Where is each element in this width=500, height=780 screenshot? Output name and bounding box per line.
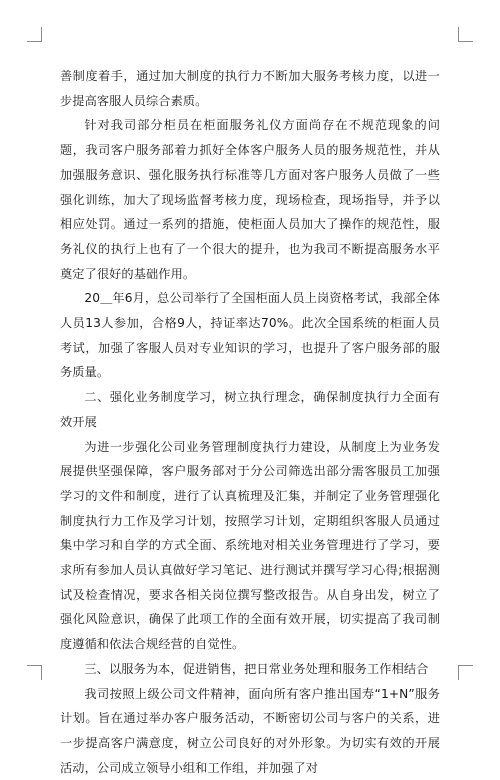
crop-mark-top-left <box>27 27 42 42</box>
crop-mark-top-right <box>458 27 473 42</box>
section-heading-2: 二、强化业务制度学习，树立执行理念，确保制度执行力全面有效开展 <box>60 390 440 429</box>
crop-mark-bottom-right <box>458 665 473 680</box>
paragraph-service-plan: 我司按照上级公司文件精神，面向所有客户推出国寿“1+N”服务计划。旨在通过举办客户服务活动，不断密切公司与客户的关系，进一步提高客户满意度，树立公司良好的对外形象。为切实有效的开展活动，公司成立领导小组和工作组，并加强了对 <box>60 686 440 775</box>
paragraph-system-study: 为进一步强化公司业务管理制度执行力建设，从制度上为业务发展提供坚强保障，客户服务部对于分公司筛选出部分需客服员工加强学习的文件和制度，进行了认真梳理及汇集，并制定了业务管理强化制度执行力工作及学习计划，按照学习计划，定期组织客服人员通过集中学习和自学的方式全面、系统地对相关业务管理进行了学习，要求所有参加人员认真做好学习笔记、进行测试并撰写学习心得;根据测试及检查情况，要求各相关岗位撰写整改报告。从自身出发，树立了强化风险意识，确保了此项工作的全面有效开展，切实提高了我司制度遵循和依法合规经营的自觉性。 <box>60 439 440 652</box>
paragraph-continuation: 善制度着手，通过加大制度的执行力不断加大服务考核力度，以进一步提高客服人员综合素质。 <box>60 69 440 108</box>
document-body <box>60 64 440 780</box>
section-heading-3: 三、以服务为本，促进销售，把日常业务处理和服务工作相结合 <box>84 661 429 676</box>
paragraph-qualification-exam: 20＿年6月，总公司举行了全国柜面人员上岗资格考试，我部全体人员13人参加，合格9人，持证率达70%。此次全国系统的柜面人员考试，加强了客服人员对专业知识的学习，也提升了客户服务部的服务质量。 <box>60 291 440 380</box>
paragraph-service-etiquette: 针对我司部分柜员在柜面服务礼仪方面尚存在不规范现象的问题，我司客户服务部着力抓好全体客户服务人员的服务规范性，并从加强服务意识、强化服务执行标准等几方面对客户服务人员做了一些强化训练，加大了现场监督考核力度，现场检查，现场指导，并予以相应处罚。通过一系列的措施，使柜面人员加大了操作的规范性，服务礼仪的执行上也有了一个很大的提升，也为我司不断提高服务水平奠定了很好的基础作用。 <box>60 118 440 281</box>
crop-mark-bottom-left <box>27 665 42 680</box>
